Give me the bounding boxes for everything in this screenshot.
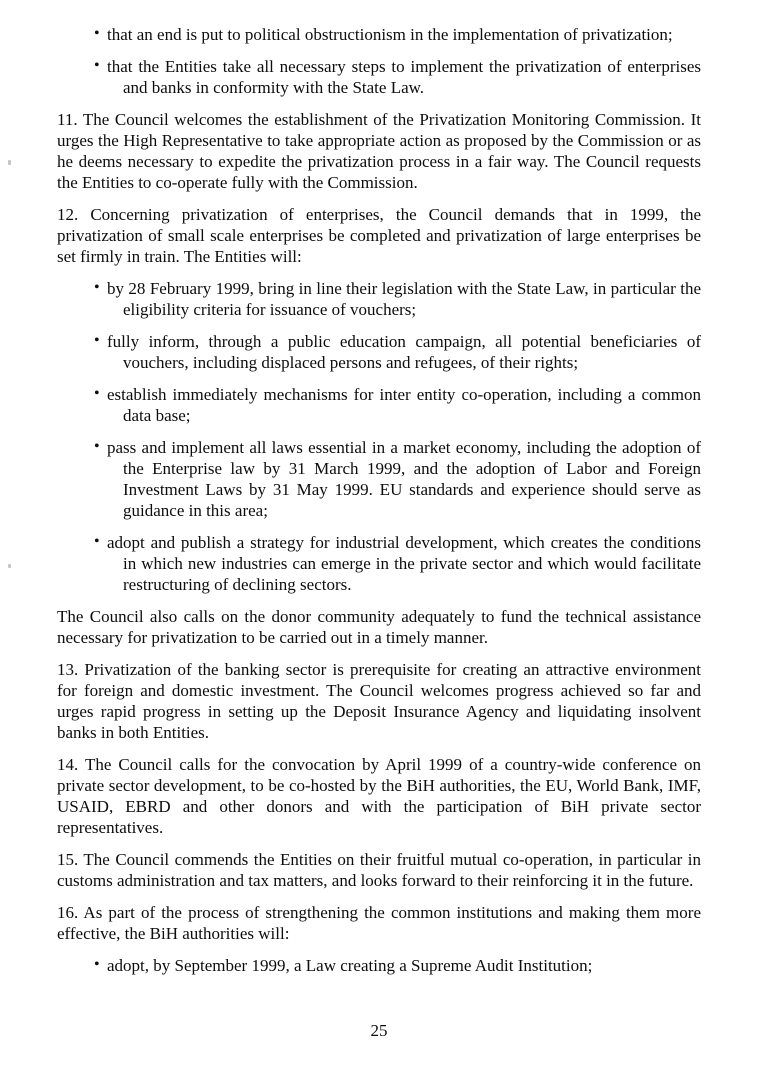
bullet-text: fully inform, through a public education campaign, all potential beneficiaries of vouchers, including displaced persons and refugees, of their rights; [107,332,701,372]
bullet-icon: • [94,25,100,42]
bullet-icon: • [94,956,100,973]
paragraph-12: 12. Concerning privatization of enterprises, the Council demands that in 1999, the privatization of small scale enterprises be completed and privatization of large enterprises be set firmly in train. The Entities will: [57,205,701,266]
paragraph-14: 14. The Council calls for the convocation by April 1999 of a country-wide conference on private sector development, to be co-hosted by the BiH authorities, the EU, World Bank, IMF, USAID, EBRD and other donors and with the participation of BiH private sector representatives. [57,755,701,837]
bullet-text: that an end is put to political obstructionism in the implementation of privatization; [107,25,673,44]
bullet-icon: • [94,385,100,402]
paragraph-donor-community: The Council also calls on the donor community adequately to fund the technical assistance necessary for privatization to be carried out in a timely manner. [57,607,701,647]
bullet-icon: • [94,533,100,550]
bullet-text: adopt and publish a strategy for industrial development, which creates the conditions in which new industries can emerge in the private sector and which would facilitate restructuring of declining sectors. [107,533,701,594]
bullet-item [57,384,701,426]
bullet-item [57,437,701,521]
bullet-item [57,532,701,595]
paragraph-11: 11. The Council welcomes the establishment of the Privatization Monitoring Commission. It urges the High Representative to take appropriate action as proposed by the Commission or as he deems necessary to expedite the privatization process in a fair way. The Council requests the Entities to co-operate fully with the Commission. [57,110,701,192]
bullet-text: that the Entities take all necessary steps to implement the privatization of enterprises and banks in conformity with the State Law. [107,57,701,97]
bullet-item [57,331,701,373]
scan-speck [8,564,11,568]
bullet-item [57,955,701,976]
bullet-text: by 28 February 1999, bring in line their legislation with the State Law, in particular the eligibility criteria for issuance of vouchers; [107,279,701,319]
bullet-item [57,24,701,45]
paragraph-16: 16. As part of the process of strengthening the common institutions and making them more effective, the BiH authorities will: [57,903,701,943]
bullet-item [57,56,701,98]
paragraph-15: 15. The Council commends the Entities on their fruitful mutual co-operation, in particular in customs administration and tax matters, and looks forward to their reinforcing it in the future. [57,850,701,890]
bullet-icon: • [94,332,100,349]
paragraph-13: 13. Privatization of the banking sector is prerequisite for creating an attractive environment for foreign and domestic investment. The Council welcomes progress achieved so far and urges rapid progress in setting up the Deposit Insurance Agency and liquidating insolvent banks in both Entities. [57,660,701,742]
bullet-icon: • [94,279,100,296]
bullet-icon: • [94,57,100,74]
document-text-block [57,24,701,987]
bullet-icon: • [94,438,100,455]
bullet-text: establish immediately mechanisms for inter entity co-operation, including a common data base; [107,385,701,425]
bullet-item [57,278,701,320]
page-number: 25 [370,1021,388,1040]
scan-speck [8,160,11,165]
bullet-text: adopt, by September 1999, a Law creating a Supreme Audit Institution; [107,956,593,975]
bullet-text: pass and implement all laws essential in a market economy, including the adoption of the Enterprise law by 31 March 1999, and the adoption of Labor and Foreign Investment Laws by 31 May 1999. EU standards and experience should serve as guidance in this area; [107,438,701,520]
